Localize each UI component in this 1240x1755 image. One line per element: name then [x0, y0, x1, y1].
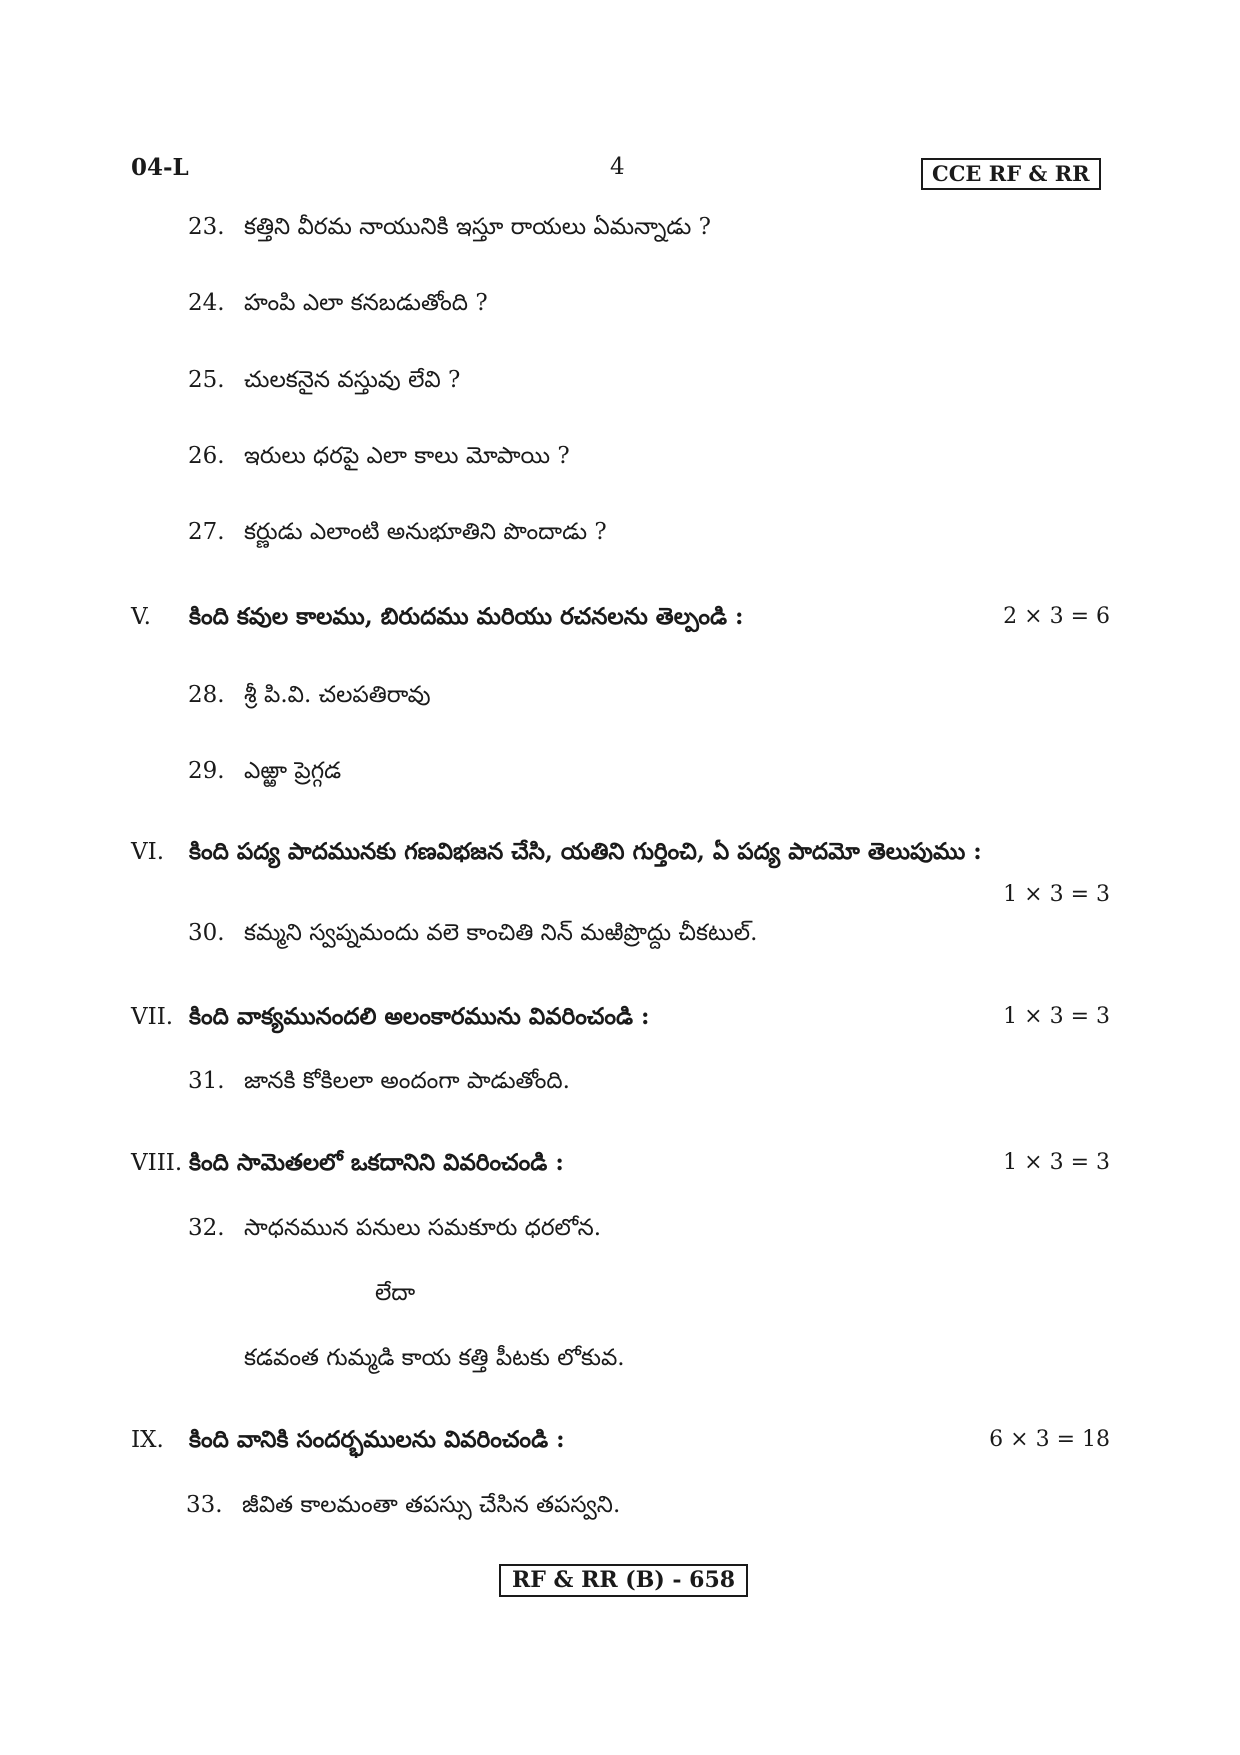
question-25 — [188, 367, 460, 399]
question-text: జీవిత కాలమంతా తపస్సు చేసిన తపస్వని. — [242, 1492, 621, 1518]
question-number: 28. — [188, 682, 225, 708]
section-vi-heading — [131, 838, 982, 871]
question-number: 30. — [188, 920, 225, 946]
question-text: జానకి కోకిలలా అందంగా పాడుతోంది. — [244, 1068, 570, 1094]
question-number: 27. — [188, 519, 225, 545]
question-32-alternative: కడవంత గుమ్మడి కాయ కత్తి పీటకు లోకువ. — [244, 1345, 625, 1371]
question-text: శ్రీ పి.వి. చలపతిరావు — [244, 682, 431, 708]
question-text: ఇరులు ధరపై ఎలా కాలు మోపాయి ? — [244, 443, 570, 469]
question-32 — [188, 1215, 601, 1247]
question-text: కర్ణుడు ఎలాంటి అనుభూతిని పొందాడు ? — [244, 519, 607, 545]
section-viii-heading — [131, 1149, 564, 1182]
paper-code: 04-L — [131, 154, 189, 181]
section-number: VIII. — [131, 1150, 183, 1176]
exam-label-box: CCE RF & RR — [921, 158, 1101, 190]
question-text: హంపి ఎలా కనబడుతోంది ? — [244, 290, 488, 316]
question-number: 24. — [188, 290, 225, 316]
question-33 — [186, 1492, 620, 1524]
question-number: 29. — [188, 758, 225, 784]
section-ix-marks: 6 × 3 = 18 — [989, 1427, 1110, 1452]
section-ix-heading — [131, 1426, 565, 1459]
question-number: 33. — [186, 1492, 223, 1518]
section-title: కింది పద్య పాదమునకు గణవిభజన చేసి, యతిని గుర్తించి, ఏ పద్య పాదమో తెలుపుము : — [189, 838, 982, 865]
section-number: IX. — [131, 1427, 164, 1453]
section-v-heading — [131, 603, 744, 636]
question-26 — [188, 443, 570, 475]
question-29 — [188, 758, 341, 790]
question-23 — [188, 214, 711, 246]
question-text: చులకనైన వస్తువు లేవి ? — [244, 367, 461, 393]
question-text: ఎఱ్ఱా ప్రెగ్గడ — [244, 758, 342, 784]
or-label: లేదా — [375, 1280, 416, 1306]
question-number: 23. — [188, 214, 225, 240]
section-title: కింది కవుల కాలము, బిరుదము మరియు రచనలను తెల్పండి : — [189, 603, 744, 630]
section-title: కింది సామెతలలో ఒకదానిని వివరించండి : — [189, 1149, 564, 1176]
question-text: కమ్మని స్వప్నమందు వలె కాంచితి నిన్ మఱిప్రొద్దు చీకటుల్. — [244, 920, 758, 946]
section-number: VII. — [131, 1004, 174, 1030]
section-vi-marks: 1 × 3 = 3 — [1003, 882, 1110, 907]
question-text: కత్తిని వీరమ నాయునికి ఇస్తూ రాయలు ఏమన్నాడు ? — [244, 214, 711, 240]
question-28 — [188, 682, 431, 714]
question-text: సాధనమున పనులు సమకూరు ధరలోన. — [244, 1215, 602, 1241]
question-30 — [188, 920, 757, 952]
section-v-marks: 2 × 3 = 6 — [1003, 604, 1110, 629]
question-number: 26. — [188, 443, 225, 469]
question-number: 25. — [188, 367, 225, 393]
footer-code-box: RF & RR (B) - 658 — [499, 1564, 748, 1597]
question-31 — [188, 1068, 570, 1100]
question-27 — [188, 519, 607, 551]
question-number: 32. — [188, 1215, 225, 1241]
section-title: కింది వాక్యమునందలి అలంకారమును వివరించండి : — [189, 1003, 650, 1030]
section-number: VI. — [131, 839, 165, 865]
section-viii-marks: 1 × 3 = 3 — [1003, 1150, 1110, 1175]
question-number: 31. — [188, 1068, 225, 1094]
section-number: V. — [131, 604, 151, 630]
section-vii-heading — [131, 1003, 650, 1036]
page-number: 4 — [610, 154, 625, 180]
question-24 — [188, 290, 488, 322]
section-title: కింది వానికి సందర్భములను వివరించండి : — [189, 1426, 565, 1453]
section-vii-marks: 1 × 3 = 3 — [1003, 1004, 1110, 1029]
